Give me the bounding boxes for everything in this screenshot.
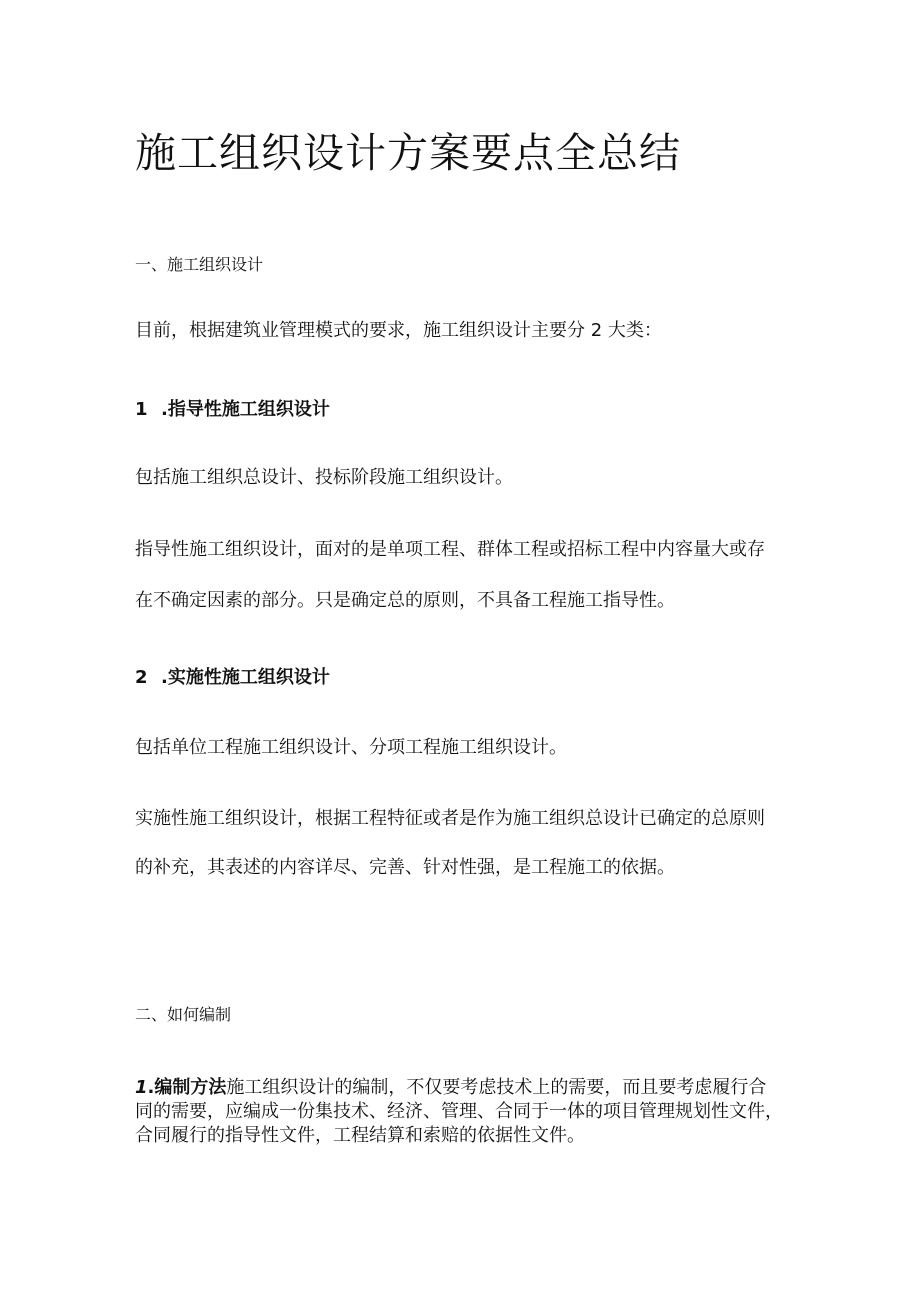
paragraph-guiding-desc-line1: 指导性施工组织设计，面对的是单项工程、群体工程或招标工程中内容量大或存: [135, 539, 765, 560]
section-heading-1: 一、施工组织设计: [135, 255, 264, 274]
section-heading-2: 二、如何编制: [135, 1005, 232, 1024]
subheading-implementation-design: [135, 666, 330, 690]
subheading-number: 1: [135, 399, 148, 420]
subheading-guiding-design: [135, 398, 330, 422]
paragraph-guiding-scope: 包括施工组织总设计、投标阶段施工组织设计。: [135, 467, 513, 488]
subheading-text: .实施性施工组织设计: [161, 667, 330, 688]
paragraph-implementation-scope: 包括单位工程施工组织设计、分项工程施工组织设计。: [135, 737, 567, 758]
subheading-text: .指导性施工组织设计: [161, 399, 330, 420]
paragraph-compile-method: [135, 1076, 805, 1148]
item-title: .编制方法: [147, 1077, 227, 1098]
paragraph-implementation-desc-line2: 的补充，其表述的内容详尽、完善、针对性强，是工程施工的依据。: [135, 857, 675, 878]
paragraph-guiding-desc-line2: 在不确定因素的部分。只是确定总的原则，不具备工程施工指导性。: [135, 590, 675, 611]
compile-method-line3: 合同履行的指导性文件，工程结算和索赔的依据性文件。: [135, 1125, 585, 1146]
section1-intro: 目前，根据建筑业管理模式的要求，施工组织设计主要分 2 大类：: [135, 320, 662, 341]
compile-method-line2: 同的需要，应编成一份集技术、经济、管理、合同于一体的项目管理规划性文件，: [135, 1101, 783, 1122]
subheading-number: 2: [135, 667, 148, 688]
compile-method-text-1: 施工组织设计的编制，不仅要考虑技术上的需要，而且要考虑履行合: [226, 1077, 767, 1098]
document-title: 施工组织设计方案要点全总结: [135, 129, 681, 177]
paragraph-implementation-desc-line1: 实施性施工组织设计，根据工程特征或者是作为施工组织总设计已确定的总原则: [135, 808, 765, 829]
compile-method-line1: [135, 1076, 805, 1100]
item-number: 1: [135, 1077, 148, 1098]
